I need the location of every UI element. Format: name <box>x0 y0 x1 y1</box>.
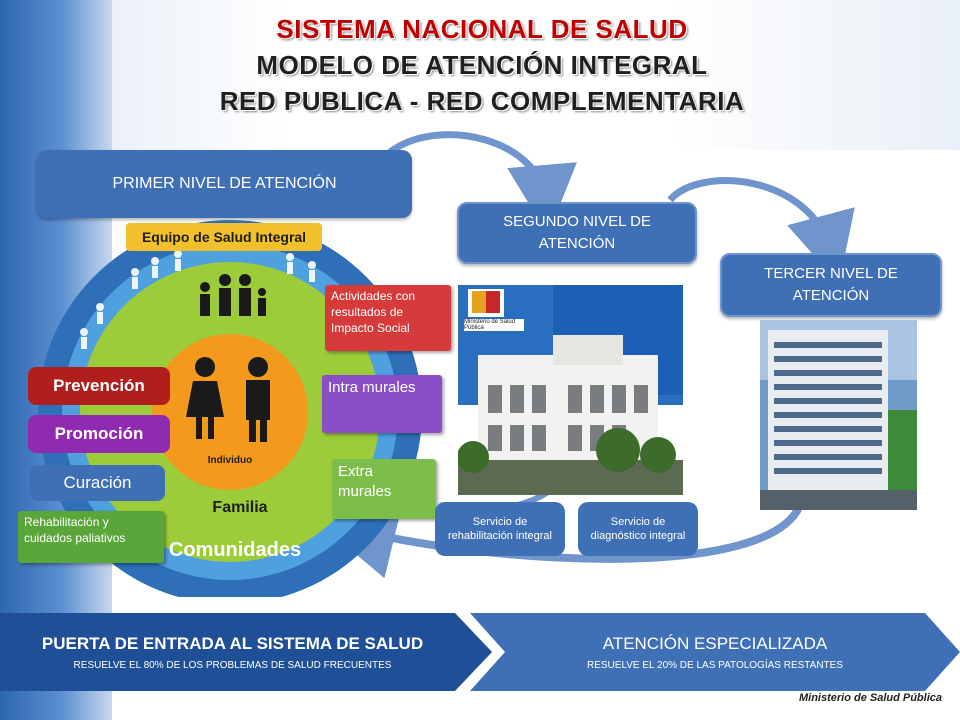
extra-murales-box: Extra murales <box>332 459 436 519</box>
title-line-1: SISTEMA NACIONAL DE SALUD <box>276 14 688 44</box>
puerta-entrada-banner <box>0 613 465 691</box>
curacion-badge: Curación <box>30 465 165 501</box>
segundo-nivel-hospital-image <box>458 285 683 495</box>
hospital-building-illustration <box>458 285 683 495</box>
equipo-salud-banner: Equipo de Salud Integral <box>126 223 322 251</box>
tercer-nivel-label: TERCER NIVEL DE ATENCIÓN <box>764 265 898 304</box>
atencion-especializada-title: ATENCIÓN ESPECIALIZADA <box>602 633 828 653</box>
atencion-especializada-banner <box>505 613 925 691</box>
tercer-nivel-box <box>720 253 942 317</box>
atencion-especializada-subtitle: RESUELVE EL 20% DE LAS PATOLOGÍAS RESTANTES <box>586 659 843 671</box>
familia-label: Familia <box>212 499 268 516</box>
actividades-box: Actividades con resultados de Impacto Social <box>325 285 451 351</box>
rehabilitacion-badge: Rehabilitación y cuidados paliativos <box>18 511 164 563</box>
ministerio-logo-text: Ministerio de Salud Pública <box>464 319 524 331</box>
promocion-badge: Promoción <box>28 415 170 453</box>
individual-circle <box>152 334 308 490</box>
comunidades-label: Comunidades <box>168 539 302 561</box>
intra-murales-box: Intra murales <box>322 375 442 433</box>
segundo-nivel-box <box>457 202 697 264</box>
integral-care-diagram <box>0 217 450 597</box>
puerta-entrada-title: PUERTA DE ENTRADA AL SISTEMA DE SALUD <box>41 633 424 653</box>
puerta-entrada-subtitle: RESUELVE EL 80% DE LOS PROBLEMAS DE SALUD FRECUENTES <box>73 659 392 671</box>
primer-nivel-label: PRIMER NIVEL DE ATENCIÓN <box>112 175 337 192</box>
segundo-nivel-label: SEGUNDO NIVEL DE ATENCIÓN <box>503 213 651 252</box>
title-line-2: MODELO DE ATENCIÓN INTEGRAL <box>256 50 708 80</box>
individuo-label: Individuo <box>207 455 253 466</box>
servicio-rehabilitacion-box: Servicio de rehabilitación integral <box>435 502 565 556</box>
prevencion-badge: Prevención <box>28 367 170 405</box>
tower-hospital-illustration <box>760 320 917 510</box>
title-line-3: RED PUBLICA - RED COMPLEMENTARIA <box>219 86 745 116</box>
servicio-diagnostico-box: Servicio de diagnóstico integral <box>578 502 698 556</box>
arrow-primer-to-segundo <box>390 135 545 200</box>
ministerio-footer-logo: Ministerio de Salud Pública <box>798 692 942 704</box>
tercer-nivel-hospital-image <box>760 320 917 510</box>
primer-nivel-box <box>37 150 412 218</box>
